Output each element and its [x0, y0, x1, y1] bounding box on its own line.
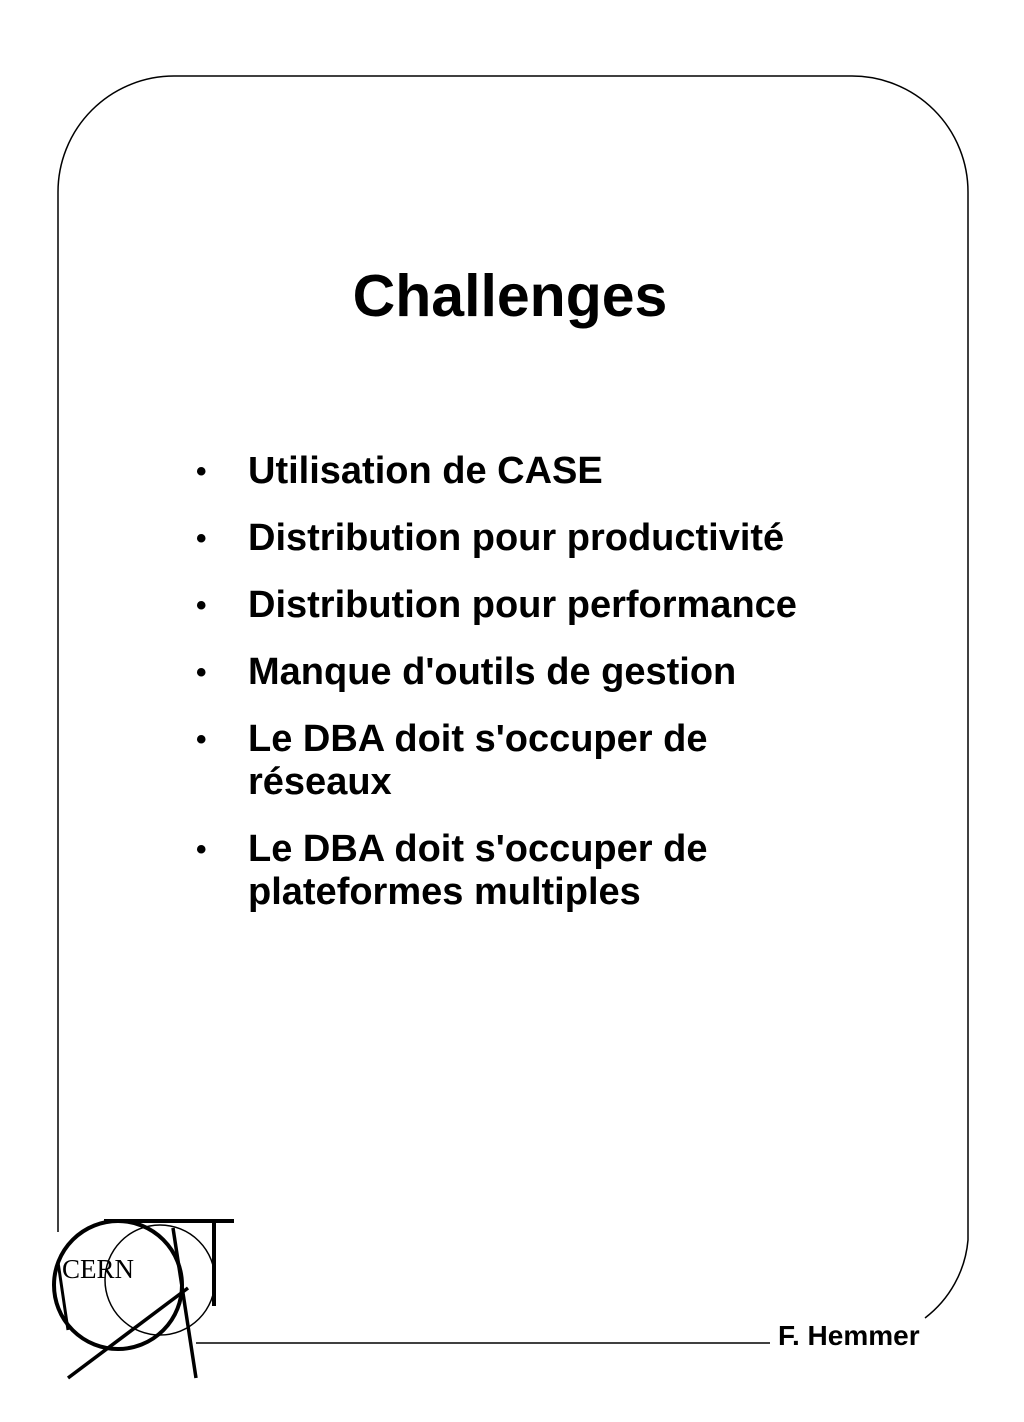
bullet-icon: •	[196, 589, 207, 622]
bullet-text-line-1: Le DBA doit s'occuper de	[248, 718, 708, 760]
bullet-item	[196, 584, 916, 627]
bullet-text-line-1: Le DBA doit s'occuper de	[248, 828, 708, 870]
bullet-icon: •	[196, 833, 207, 866]
bullet-icon: •	[196, 522, 207, 555]
bullet-text-line-2: plateformes multiples	[248, 871, 641, 913]
slide-title: Challenges	[352, 263, 668, 329]
bullet-text-line-2: réseaux	[248, 761, 392, 803]
bullet-text: Distribution pour productivité	[248, 517, 785, 559]
bullet-item	[196, 517, 916, 560]
bullet-item	[196, 450, 916, 493]
bullet-icon: •	[196, 723, 207, 756]
bullet-icon: •	[196, 656, 207, 689]
bullet-item	[196, 651, 916, 694]
cern-logo-text: CERN	[62, 1254, 135, 1284]
bullet-item	[196, 718, 916, 804]
footer-author: F. Hemmer	[778, 1320, 920, 1351]
bullet-item	[196, 828, 916, 914]
bullet-list	[196, 450, 916, 938]
cern-logo-icon	[54, 1221, 234, 1378]
bullet-text: Manque d'outils de gestion	[248, 651, 737, 693]
bullet-text: Utilisation de CASE	[248, 450, 603, 492]
bullet-icon: •	[196, 455, 207, 488]
bullet-text: Distribution pour performance	[248, 584, 797, 626]
